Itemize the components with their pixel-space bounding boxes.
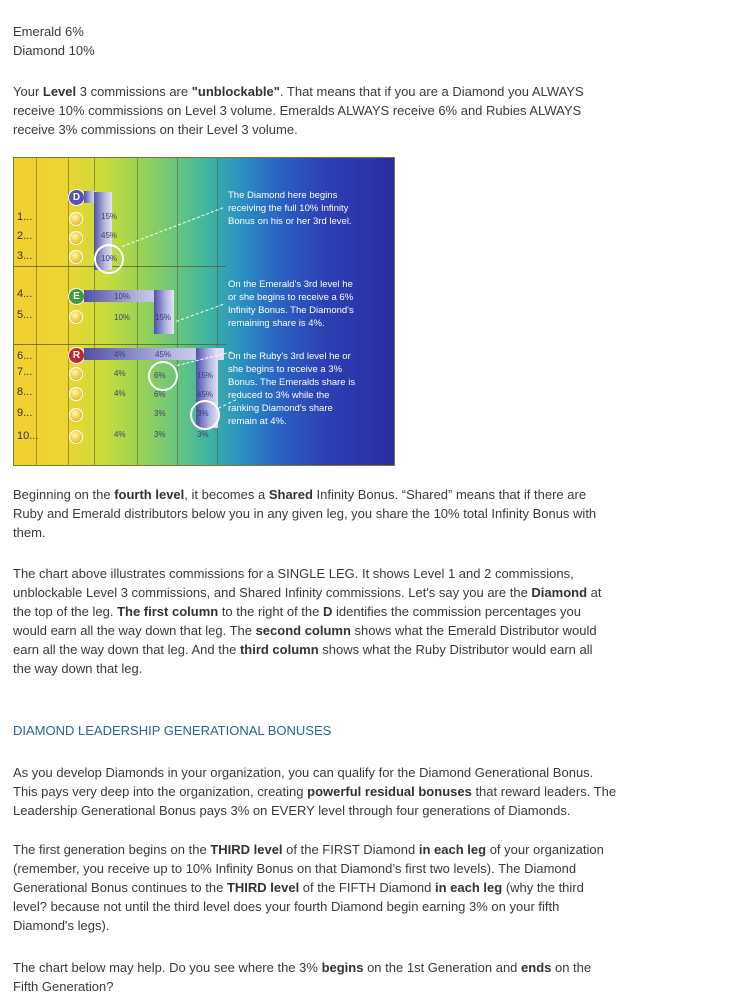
distributor-coin-icon xyxy=(69,367,83,381)
distributor-coin-icon xyxy=(69,250,83,264)
ruby-level3-highlight xyxy=(190,400,220,430)
col3-pct-level7: 15% xyxy=(197,371,214,380)
distributor-coin-icon xyxy=(69,310,83,324)
distributor-coin-icon xyxy=(69,212,83,226)
emerald-callout: On the Emerald's 3rd level he or she begins to receive a 6% Infinity Bonus. The Diamond's remaining share is 4%. xyxy=(228,279,354,329)
col1-pct-level6: 4% xyxy=(114,350,126,359)
grid-line xyxy=(68,158,69,465)
diamond-badge-icon: D xyxy=(68,189,85,206)
paragraph-shared-bonus: Beginning on the fourth level, it becomes a Shared Infinity Bonus. “Shared” means that if there are Ruby and Emerald distributors below you in any given leg, you share the 10% total Infinity Bonus with them. xyxy=(13,487,597,540)
col2-pct-level10: 3% xyxy=(154,430,166,439)
row-label-5: 5... xyxy=(17,309,33,321)
paragraph-chart-explanation: The chart above illustrates commissions for a SINGLE LEG. It shows Level 1 and 2 commissions, unblockable Level 3 commissions, and Shared Infinity commissions. Let's say you are the Diamond at the top of the leg. The first column to the right of the D identifies the commission percentages you would earn all the way down that leg. The second column shows what the Emerald Distributor would earn all the way down that leg. And the third column shows what the Ruby Distributor would earn all the way down that leg. xyxy=(13,566,602,676)
grid-line xyxy=(36,158,37,465)
row-label-2: 2... xyxy=(17,230,33,242)
diamond-callout: The Diamond here begins receiving the full 10% Infinity Bonus on his or her 3rd level. xyxy=(228,190,352,227)
col1-pct-level4: 10% xyxy=(114,292,131,301)
emerald-column-bar xyxy=(154,290,174,334)
diamond-rate: Diamond 10% xyxy=(13,43,95,58)
col1-pct-level1: 15% xyxy=(101,212,118,221)
row-label-8: 8... xyxy=(17,386,33,398)
distributor-coin-icon xyxy=(69,408,83,422)
col3-pct-level8: 45% xyxy=(197,390,214,399)
row-label-3: 3... xyxy=(17,250,33,262)
col1-pct-level8: 4% xyxy=(114,389,126,398)
diamond-level3-highlight xyxy=(94,244,124,274)
distributor-coin-icon xyxy=(69,231,83,245)
col3-pct-level10: 3% xyxy=(197,430,209,439)
infinity-bonus-diagram xyxy=(13,157,395,466)
col2-pct-level6: 45% xyxy=(155,350,172,359)
distributor-coin-icon xyxy=(69,387,83,401)
emerald-level3-highlight xyxy=(148,361,178,391)
col1-pct-level3: 10% xyxy=(101,254,118,263)
row-label-4: 4... xyxy=(17,288,33,300)
col1-pct-level5: 10% xyxy=(114,313,131,322)
section-heading: DIAMOND LEADERSHIP GENERATIONAL BONUSES xyxy=(13,723,332,738)
col2-pct-level7: 6% xyxy=(154,371,166,380)
emerald-badge-icon: E xyxy=(68,288,85,305)
level-separator xyxy=(14,344,226,345)
row-label-9: 9... xyxy=(17,407,33,419)
col2-pct-level5: 15% xyxy=(155,313,172,322)
grid-line xyxy=(137,158,138,465)
paragraph-unblockable: Your Level 3 commissions are "unblockable". That means that if you are a Diamond you ALWAYS receive 10% commissions on Level 3 volume. Emeralds ALWAYS receive 6% and Rubies ALWAYS receive 3% commissions on their Level 3 volume. xyxy=(13,84,584,137)
col3-pct-level9: 3% xyxy=(197,409,209,418)
col1-pct-level10: 4% xyxy=(114,430,126,439)
paragraph-chart-below: The chart below may help. Do you see where the 3% begins on the 1st Generation and ends on the Fifth Generation? xyxy=(13,960,592,994)
row-label-7: 7... xyxy=(17,366,33,378)
ruby-callout: On the Ruby's 3rd level he or she begins to receive a 3% Bonus. The Emeralds share is reduced to 3% while the ranking Diamond's share remain at 4%. xyxy=(228,351,356,427)
ruby-badge-icon: R xyxy=(68,347,85,364)
paragraph-generational-intro: As you develop Diamonds in your organization, you can qualify for the Diamond Generational Bonus. This pays very deep into the organization, creating powerful residual bonuses that reward leaders. The Leadership Generational Bonus pays 3% on EVERY level through four generations of Diamonds. xyxy=(13,765,617,818)
col2-pct-level8: 6% xyxy=(154,390,166,399)
grid-line xyxy=(177,158,178,465)
col1-pct-level7: 4% xyxy=(114,369,126,378)
emerald-rate: Emerald 6% xyxy=(13,24,84,39)
paragraph-first-generation: The first generation begins on the THIRD level of the FIRST Diamond in each leg of your organization (remember, you receive up to 10% Infinity Bonus on that Diamond’s first two levels). The Diamond Generational Bonus continues to the THIRD level of the FIFTH Diamond in each leg (why the third level? because not until the third level does your fourth Diamond begin earning 3% on your fifth Diamond's legs). xyxy=(13,842,604,933)
row-label-1: 1... xyxy=(17,211,33,223)
level-rate-list xyxy=(13,22,728,60)
row-label-6: 6... xyxy=(17,350,33,362)
col1-pct-level2: 45% xyxy=(101,231,118,240)
row-label-10: 10... xyxy=(17,430,39,442)
distributor-coin-icon xyxy=(69,430,83,444)
col2-pct-level9: 3% xyxy=(154,409,166,418)
